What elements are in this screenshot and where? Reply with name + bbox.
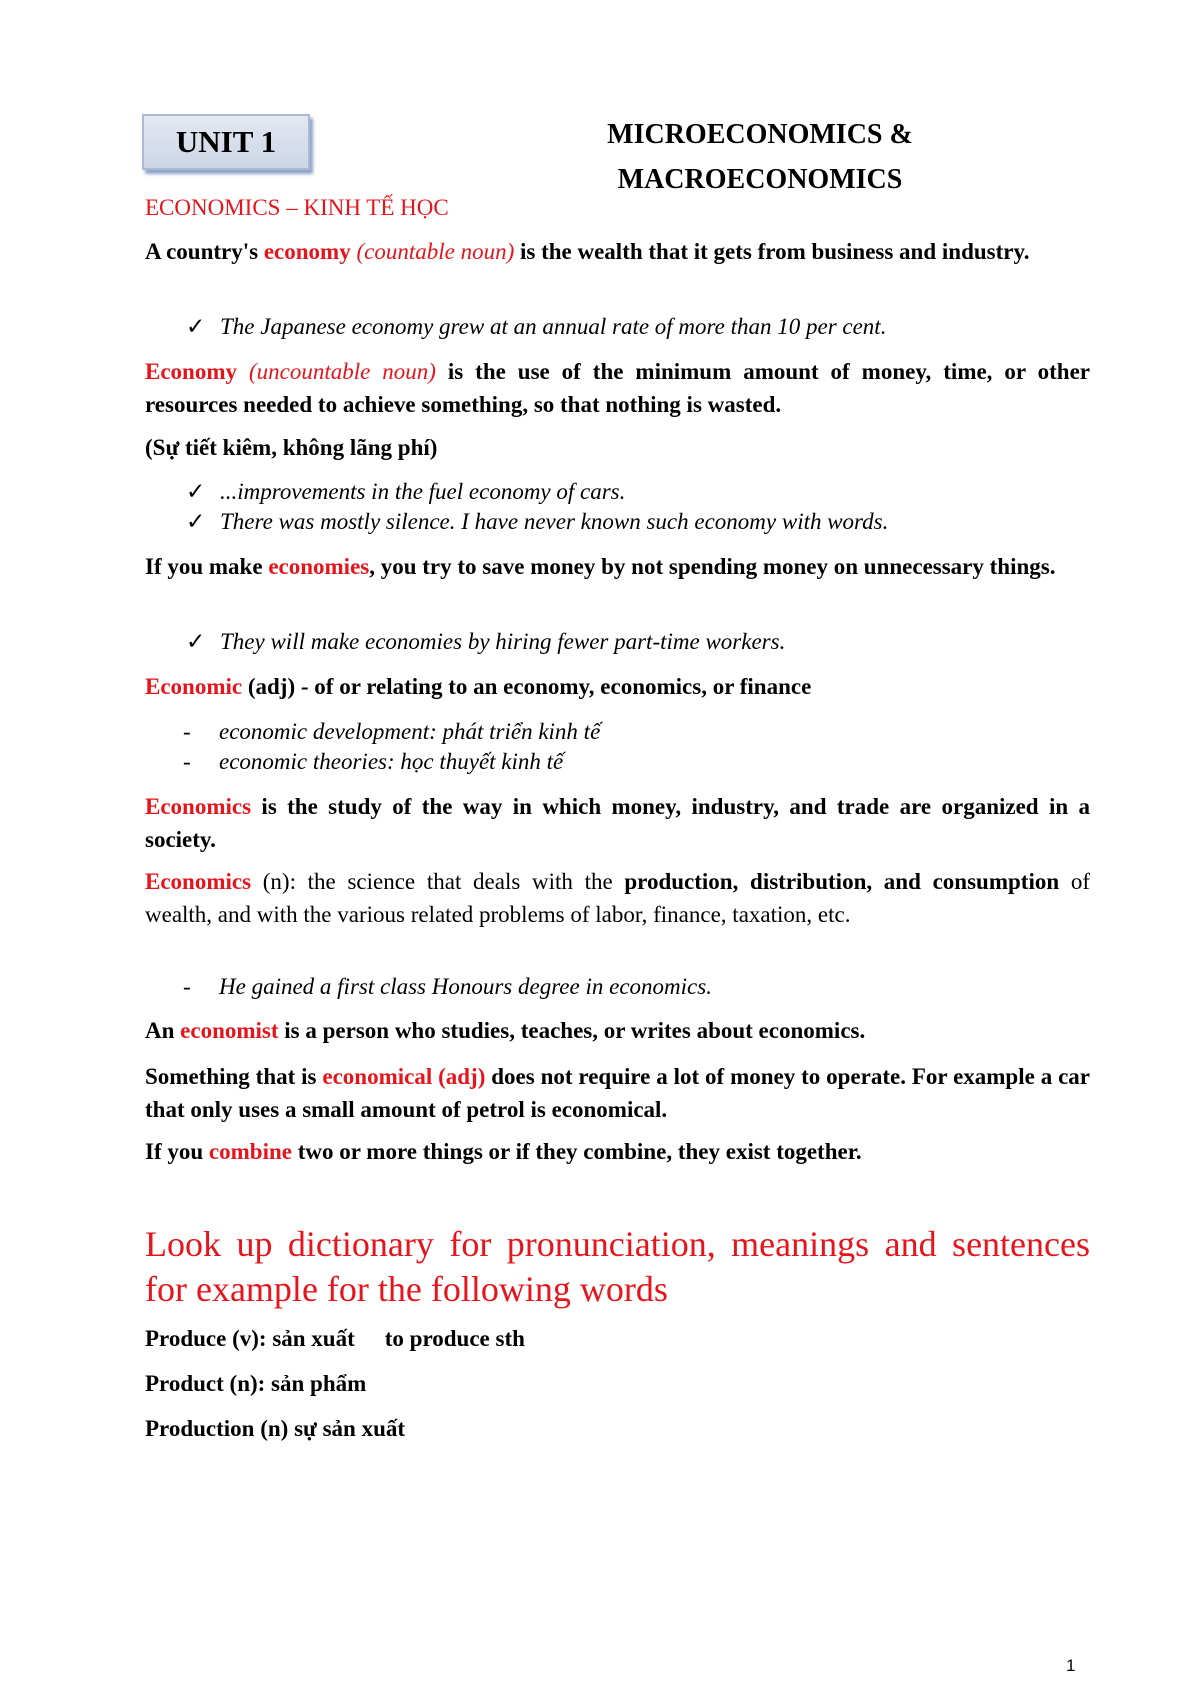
page-number: 1	[1066, 1656, 1076, 1675]
dash-bullet: -	[183, 719, 191, 744]
check-icon: ✓	[186, 314, 206, 339]
paragraph-economics-science	[145, 865, 1090, 931]
paragraph-economics-study	[145, 790, 1090, 856]
title-line-2: MACROECONOMICS	[617, 164, 903, 195]
bold-phrase: production, distribution, and consumption	[624, 869, 1060, 894]
section-heading: ECONOMICS – KINH TẾ HỌC	[145, 195, 449, 220]
text: An	[145, 1018, 181, 1043]
list-text: He gained a first class Honours degree in economics.	[219, 974, 712, 999]
example-text: They will make economies by hiring fewer part-time workers.	[220, 629, 786, 654]
paragraph-economic-adj	[145, 670, 1090, 703]
dash-bullet: -	[183, 749, 191, 774]
list-item	[183, 970, 712, 1003]
example-text: ...improvements in the fuel economy of cars.	[220, 479, 626, 504]
term-economics: Economics	[145, 869, 252, 894]
paragraph-combine	[145, 1135, 1090, 1168]
word-extra: to produce sth	[384, 1326, 525, 1351]
paragraph-economist	[145, 1014, 1090, 1047]
text: is the study of the way in which money, industry, and trade are organized in a society.	[145, 794, 1090, 852]
term-economy: economy	[263, 239, 351, 264]
text: of wealth, and with the various related problems of labor, finance, taxation, etc.	[145, 869, 1090, 927]
term-economical: economical (adj)	[322, 1064, 486, 1089]
term-economy: Economy	[145, 359, 237, 384]
term-note: (countable noun)	[356, 239, 515, 264]
unit-badge: UNIT 1	[142, 114, 310, 170]
text: (n): the science that deals with the	[251, 869, 625, 894]
text: If you make	[145, 554, 269, 579]
term-economies: economies	[268, 554, 370, 579]
word-item-production	[145, 1412, 1090, 1445]
dash-bullet: -	[183, 974, 191, 999]
paragraph-economies	[145, 550, 1090, 583]
term-combine: combine	[208, 1139, 292, 1164]
check-icon: ✓	[186, 629, 206, 654]
text: (adj) - of or relating to an economy, economics, or finance	[242, 674, 812, 699]
page-title	[560, 112, 960, 202]
text: Something that is	[145, 1064, 323, 1089]
term-economist: economist	[180, 1018, 279, 1043]
text: If you	[145, 1139, 209, 1164]
vietnamese-gloss: (Sự tiết kiêm, không lãng phí)	[145, 435, 438, 460]
word-item-produce	[145, 1322, 1090, 1355]
text: is the wealth that it gets from business and industry.	[514, 239, 1030, 264]
term-note: (uncountable noun)	[248, 359, 436, 384]
paragraph-economy-uncountable	[145, 355, 1090, 421]
text: does not require a lot of money to operate. For example a car that only uses a small amount of petrol is economical.	[145, 1064, 1090, 1122]
paragraph-economy-countable	[145, 235, 1090, 268]
text: two or more things or if they combine, they exist together.	[291, 1139, 862, 1164]
check-icon: ✓	[186, 479, 206, 504]
example-text: There was mostly silence. I have never known such economy with words.	[220, 509, 889, 534]
lookup-heading: Look up dictionary for pronunciation, meanings and sentences for example for the following words	[145, 1224, 1090, 1309]
paragraph-economical	[145, 1060, 1090, 1126]
example-item	[186, 475, 625, 508]
word-label: Produce (v): sản xuất	[145, 1326, 355, 1351]
space	[237, 359, 249, 384]
text: A country's	[145, 239, 264, 264]
text: is a person who studies, teaches, or writes about economics.	[278, 1018, 866, 1043]
list-item	[183, 745, 563, 778]
check-icon: ✓	[186, 509, 206, 534]
word-item-product	[145, 1367, 1090, 1400]
term-economic: Economic	[145, 674, 243, 699]
example-item	[186, 625, 785, 658]
list-text: economic development: phát triển kinh tế	[219, 719, 601, 744]
example-item	[186, 505, 888, 538]
title-line-1: MICROECONOMICS &	[607, 119, 913, 150]
example-text: The Japanese economy grew at an annual rate of more than 10 per cent.	[220, 314, 887, 339]
text: , you try to save money by not spending money on unnecessary things.	[369, 554, 1056, 579]
word-label: Production (n) sự sản xuất	[145, 1416, 406, 1441]
example-item	[186, 310, 886, 343]
word-label: Product (n): sản phẩm	[145, 1371, 367, 1396]
term-economics: Economics	[145, 794, 252, 819]
list-text: economic theories: học thuyết kinh tế	[219, 749, 564, 774]
text: is the use of the minimum amount of money, time, or other resources needed to achieve something, so that nothing is wasted.	[145, 359, 1090, 417]
list-item	[183, 715, 600, 748]
